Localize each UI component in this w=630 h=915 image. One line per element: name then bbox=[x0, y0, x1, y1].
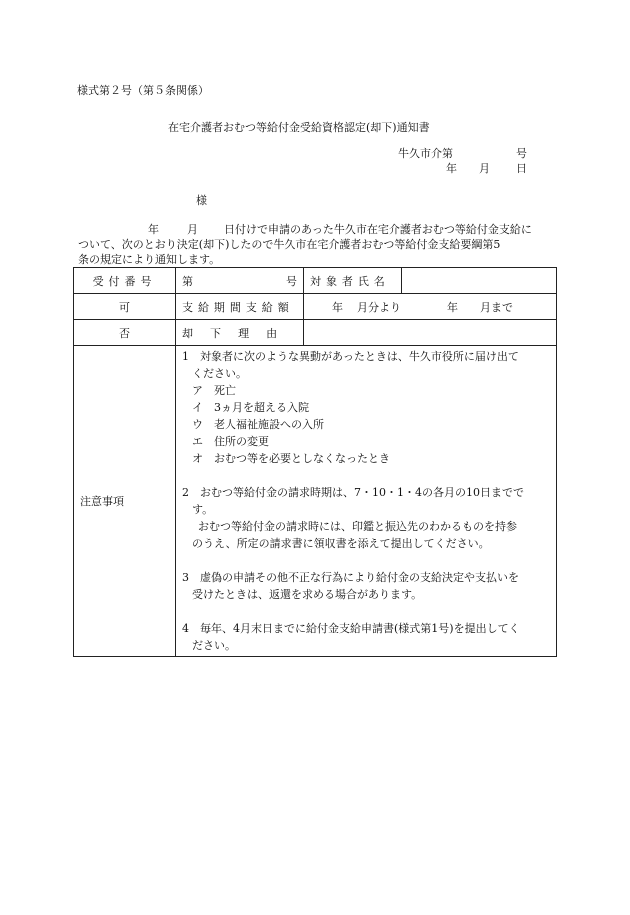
form-number: 様式第２号（第５条関係） bbox=[77, 84, 209, 97]
note-3-head: 3 虚偽の申請その他不正な行為により給付金の支給決定や支払いを bbox=[182, 571, 519, 584]
date-day: 日 bbox=[516, 162, 527, 175]
note-1-item: イ 3ヵ月を超える入院 bbox=[192, 401, 309, 414]
body-line-2: ついて、次のとおり決定(却下)したので牛久市在宅介護者おむつ等給付金支給要綱第5 bbox=[78, 238, 501, 251]
note-1-head: 1 対象者に次のような異動があったときは、牛久市役所に届け出て bbox=[182, 350, 519, 363]
date-month: 月 bbox=[479, 162, 490, 175]
note-1-item: ア 死亡 bbox=[192, 384, 236, 397]
notes-label: 注意事項 bbox=[74, 346, 176, 657]
date-year: 年 bbox=[446, 162, 457, 175]
note-2-sub-1: おむつ等給付金の請求時には、印鑑と振込先のわかるものを持参 bbox=[198, 520, 517, 533]
subject-name-label: 対象者氏名 bbox=[304, 268, 402, 294]
issuer-prefix: 牛久市介第 bbox=[398, 147, 453, 160]
approve-label: 可 bbox=[74, 294, 176, 320]
rejection-reason-value[interactable] bbox=[304, 320, 557, 346]
deny-label: 否 bbox=[74, 320, 176, 346]
table-row-receipt bbox=[74, 268, 557, 294]
note-3-cont: 受けたときは、返還を求める場合があります。 bbox=[192, 588, 423, 601]
table-row-approve bbox=[74, 294, 557, 320]
document-title: 在宅介護者おむつ等給付金受給資格認定(却下)通知書 bbox=[168, 121, 430, 134]
notes-content bbox=[176, 346, 557, 657]
notice-body bbox=[78, 222, 554, 267]
issuer-suffix: 号 bbox=[516, 147, 527, 160]
receipt-number-value: 第 号 bbox=[176, 268, 304, 294]
note-1-item: ウ 老人福祉施設への入所 bbox=[192, 418, 324, 431]
note-4-head: 4 毎年、4月末日までに給付金支給申請書(様式第1号)を提出してく bbox=[182, 622, 520, 635]
body-line-3: 条の規定により通知します。 bbox=[78, 253, 221, 266]
table-row-deny bbox=[74, 320, 557, 346]
note-2-sub-2: のうえ、所定の請求書に領収書を添えて提出してください。 bbox=[192, 537, 490, 550]
payment-period-label: 支給期間支給額 bbox=[176, 294, 304, 320]
rejection-reason-label: 却下理由 bbox=[176, 320, 304, 346]
body-line-1: 年 月 日付けで申請のあった牛久市在宅介護者おむつ等給付金支給に bbox=[148, 223, 532, 236]
note-1-item: オ おむつ等を必要としなくなったとき bbox=[192, 452, 390, 465]
note-1-item: エ 住所の変更 bbox=[192, 435, 269, 448]
notice-table bbox=[73, 267, 557, 657]
subject-name-value[interactable] bbox=[402, 268, 557, 294]
receipt-number-label: 受付番号 bbox=[74, 268, 176, 294]
note-1-cont: ください。 bbox=[192, 367, 247, 380]
payment-period-value[interactable]: 年 月分より 年 月まで bbox=[304, 294, 557, 320]
note-4-cont: ださい。 bbox=[192, 639, 236, 652]
note-2-head: 2 おむつ等給付金の請求時期は、7・10・1・4の各月の10日までで bbox=[182, 486, 524, 499]
table-row-notes bbox=[74, 346, 557, 657]
recipient-salutation: 様 bbox=[196, 194, 207, 207]
note-2-cont: す。 bbox=[192, 503, 214, 516]
